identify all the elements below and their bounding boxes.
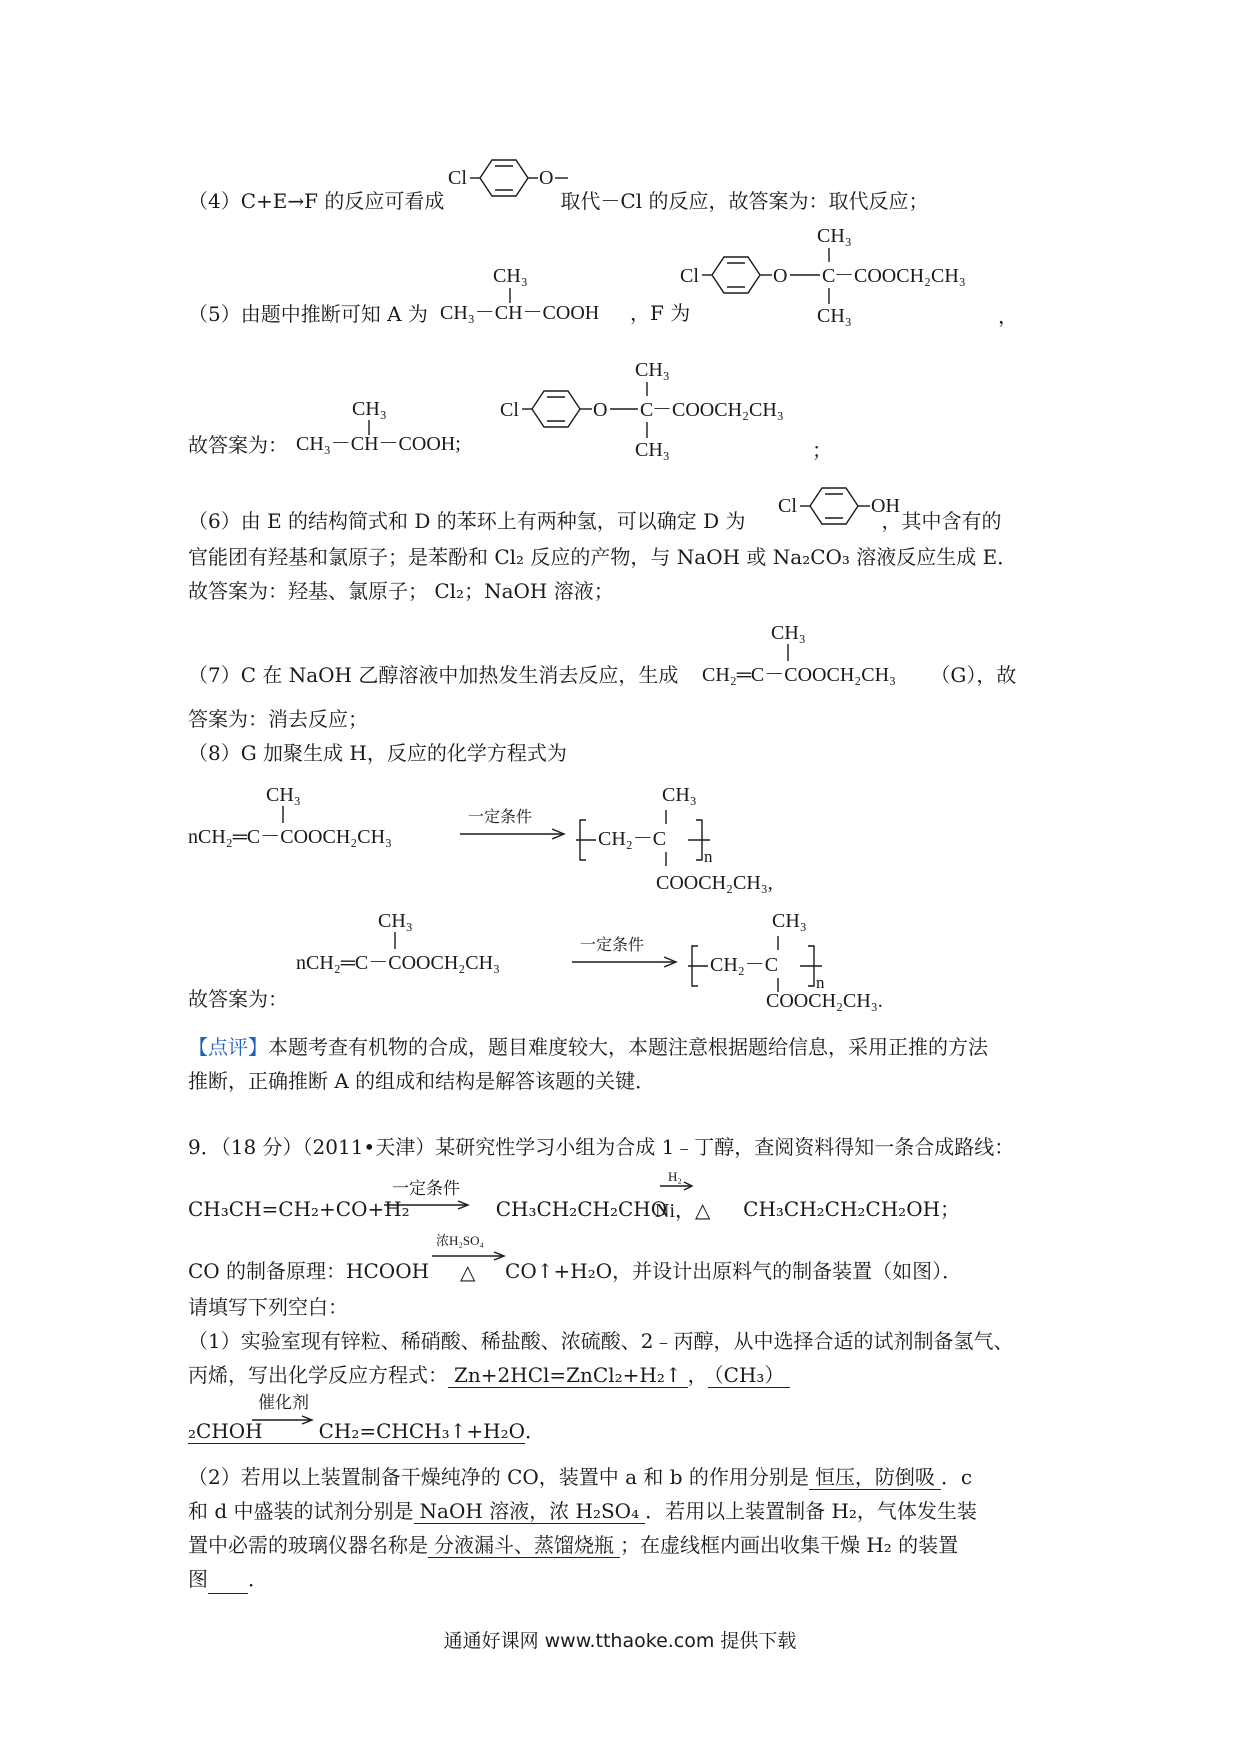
q9-route-cond: 一定条件 xyxy=(392,1179,460,1199)
q9-route-b: CH₃CH₂CH₂CHO xyxy=(495,1197,668,1221)
p8-eq-poly-n: n xyxy=(704,847,713,866)
q9-s2-text4b: ． xyxy=(248,1567,268,1591)
q9-s1-line3 xyxy=(188,1416,545,1446)
comment-text: 本题考查有机物的合成，题目难度较大，本题注意根据题给信息，采用正推的方法 xyxy=(268,1035,988,1059)
q9-s2-text2b: ．若用以上装置制备 H₂，气体发生装 xyxy=(645,1499,977,1523)
p5ans-f-structure xyxy=(500,356,820,466)
q9-s1-answer2b: ₂CHOH xyxy=(188,1419,263,1443)
p5-f-c: C xyxy=(822,265,836,287)
q9-s1-line1: （1）实验室现有锌粒、稀硝酸、稀盐酸、浓硫酸、2﹣丙醇，从中选择合适的试剂制备氢气、 xyxy=(188,1329,1014,1353)
p6-d-structure xyxy=(778,478,918,534)
q9-co-cond-top: 浓H₂SO₄ xyxy=(436,1233,485,1248)
q9-route-arrow2 xyxy=(660,1180,696,1192)
p5ans-f-ch3-bot: CH₃ xyxy=(635,439,670,461)
page-footer: 通通好课网 www.tthaoke.com 提供下载 xyxy=(443,1630,797,1652)
p5-f-ch3-bot: CH₃ xyxy=(817,305,852,327)
p4-structure xyxy=(448,150,573,210)
q9-s2-text1b: ．c xyxy=(940,1465,973,1489)
q9-co-text: CO 的制备原理：HCOOH xyxy=(188,1259,430,1283)
q9-s1-line2 xyxy=(188,1360,790,1390)
p4-text-2: 取代－Cl 的反应，故答案为：取代反应； xyxy=(560,189,929,213)
p7-line2: 答案为：消去反应； xyxy=(188,707,368,731)
p5ans-f-c: C xyxy=(640,399,654,421)
p8-eq-bond xyxy=(273,806,293,824)
p8-ans-poly-n: n xyxy=(816,973,825,992)
q9-s2-line3 xyxy=(188,1530,958,1560)
p6-text: （6）由 E 的结构简式和 D 的苯环上有两种氢，可以确定 D 为 xyxy=(188,509,746,533)
p5ans-acid-ch3: CH₃ xyxy=(352,398,387,420)
p5ans-f-tail: －COOCH₂CH₃ xyxy=(652,399,784,421)
q9-s2-line4 xyxy=(188,1564,268,1594)
p5-text: （5）由题中推断可知 A 为 xyxy=(188,302,428,326)
p8-ans-poly: CH₂－C xyxy=(710,954,779,976)
p8-ans-arrow xyxy=(572,954,682,970)
p8-ans-ch3: CH₃ xyxy=(378,910,413,932)
p8-ans-bond xyxy=(385,932,405,950)
p5-f-cl: Cl xyxy=(680,265,699,287)
q9-route-a: CH₃CH=CH₂+CO+H₂ xyxy=(188,1197,410,1221)
p8-eq-poly-sub: COOCH₂CH₃, xyxy=(656,872,773,894)
p4-o: O xyxy=(539,167,554,189)
q9-fill: 请填写下列空白： xyxy=(188,1295,348,1319)
q9-s2-answer3: 分液漏斗、蒸馏烧瓶 xyxy=(428,1533,620,1558)
p7-text-2: （G），故 xyxy=(930,663,1017,687)
p5-line xyxy=(188,299,428,329)
p8-line1: （8）G 加聚生成 H，反应的化学方程式为 xyxy=(188,741,567,765)
p4-cl: Cl xyxy=(448,167,467,189)
q9-s2-answer1: 恒压，防倒吸 xyxy=(809,1465,941,1490)
q9-line1: 9．（18 分）（2011•天津）某研究性学习小组为合成 1﹣丁醇，查阅资料得知一条合成路线： xyxy=(188,1135,1015,1159)
p6-cl: Cl xyxy=(778,495,797,517)
p5ans-acid: CH₃－CH－COOH; xyxy=(296,433,461,455)
q9-route-h2: H₂ xyxy=(668,1169,682,1184)
q9-s1-end: ． xyxy=(525,1419,546,1443)
p5-end: ， xyxy=(998,306,1018,328)
p5ans-label: 故答案为： xyxy=(188,433,288,457)
p8-eq-poly-ch3: CH₃ xyxy=(662,784,697,806)
p8-ans-cond: 一定条件 xyxy=(580,935,645,954)
p4-text: （4）C+E→F 的反应可看成 xyxy=(188,189,445,213)
p8-eq-ch3: CH₃ xyxy=(266,784,301,806)
q9-route-ni: Ni，△ xyxy=(655,1200,711,1222)
q9-s1-comma: ， xyxy=(687,1363,708,1387)
q9-co-line xyxy=(188,1256,962,1286)
p8-eq-cond: 一定条件 xyxy=(468,807,533,826)
p8-ans-poly-ch3: CH₃ xyxy=(772,910,807,932)
p5-f-label: ，F 为 xyxy=(630,301,691,325)
q9-route-arrow1 xyxy=(384,1198,474,1212)
p6-oh: OH xyxy=(871,495,900,517)
p5ans-f-cl: Cl xyxy=(500,399,519,421)
comment-line1 xyxy=(188,1032,988,1062)
q9-s2-text3b: ；在虚线框内画出收集干燥 H₂ 的装置 xyxy=(620,1533,959,1557)
p8-ans-poly-sub: COOCH₂CH₃. xyxy=(766,990,883,1012)
p7-ch3: CH₃ xyxy=(771,622,806,644)
q9-s1-answer2c: CH₂=CHCH₃↑+H₂O xyxy=(318,1419,526,1443)
p8-eq-monomer: nCH₂═C－COOCH₂CH₃ xyxy=(188,826,393,848)
p8-eq-arrow xyxy=(460,826,570,842)
p5-acid-bond xyxy=(500,288,520,304)
p8-eq-poly: CH₂－C xyxy=(598,828,667,850)
q9-s1-text: 丙烯，写出化学反应方程式： xyxy=(188,1363,448,1387)
q9-s1-answer1: Zn+2HCl=ZnCl₂+H₂↑ xyxy=(448,1363,688,1388)
p5ans-f-ch3-top: CH₃ xyxy=(635,359,670,381)
p8-ans-label: 故答案为： xyxy=(188,987,288,1011)
comment-tag: 【点评】 xyxy=(188,1035,268,1059)
p5-acid: CH₃－CH－COOH xyxy=(440,302,600,324)
q9-s2-text2: 和 d 中盛装的试剂分别是 xyxy=(188,1499,414,1523)
q9-s2-text4: 图 xyxy=(188,1567,208,1591)
q9-s2-line1 xyxy=(188,1462,972,1492)
p8-ans-monomer: nCH₂═C－COOCH₂CH₃ xyxy=(296,952,501,974)
p5-f-structure xyxy=(680,222,1020,332)
p6-line2: 官能团有羟基和氯原子；是苯酚和 Cl₂ 反应的产物，与 NaOH 或 Na₂CO₃ 溶液反应生成 E． xyxy=(188,545,1018,569)
p7-monomer: CH₂═C－COOCH₂CH₃ xyxy=(702,664,897,686)
p6-line3: 故答案为：羟基、氯原子； Cl₂；NaOH 溶液； xyxy=(188,579,614,603)
comment-line2: 推断，正确推断 A 的组成和结构是解答该题的关键． xyxy=(188,1069,656,1093)
p5-f-o: O xyxy=(773,265,788,287)
q9-s1-cat: 催化剂 xyxy=(258,1393,309,1413)
q9-s2-answer2: NaOH 溶液，浓 H₂SO₄ xyxy=(414,1499,646,1524)
q9-route-c: CH₃CH₂CH₂CH₂OH； xyxy=(743,1197,961,1221)
p5-f-ch3-top: CH₃ xyxy=(817,225,852,247)
q9-co-text-2: CO↑+H₂O，并设计出原料气的制备装置（如图）． xyxy=(505,1259,963,1283)
p5ans-line xyxy=(188,430,288,460)
p5ans-f-o: O xyxy=(593,399,608,421)
p7-text: （7）C 在 NaOH 乙醇溶液中加热发生消去反应，生成 xyxy=(188,663,679,687)
p6-text-2: ，其中含有的 xyxy=(881,509,1002,533)
p5-f-tail: －COOCH₂CH₃ xyxy=(834,265,966,287)
q9-s2-text3: 置中必需的玻璃仪器名称是 xyxy=(188,1533,428,1557)
q9-s2-line2 xyxy=(188,1496,977,1526)
q9-s1-answer2a: （CH₃） xyxy=(708,1363,791,1388)
q9-co-cond-bot: △ xyxy=(460,1262,476,1284)
q9-co-arrow xyxy=(432,1250,510,1262)
q9-s1-arrow xyxy=(252,1414,318,1426)
q9-route xyxy=(188,1194,960,1224)
p5ans-end: ； xyxy=(812,440,832,462)
p5-acid-ch3: CH₃ xyxy=(493,265,528,287)
p7-bond xyxy=(778,644,798,662)
q9-s2-blank xyxy=(208,1571,248,1594)
q9-s2-text1: （2）若用以上装置制备干燥纯净的 CO，装置中 a 和 b 的作用分别是 xyxy=(188,1465,809,1489)
